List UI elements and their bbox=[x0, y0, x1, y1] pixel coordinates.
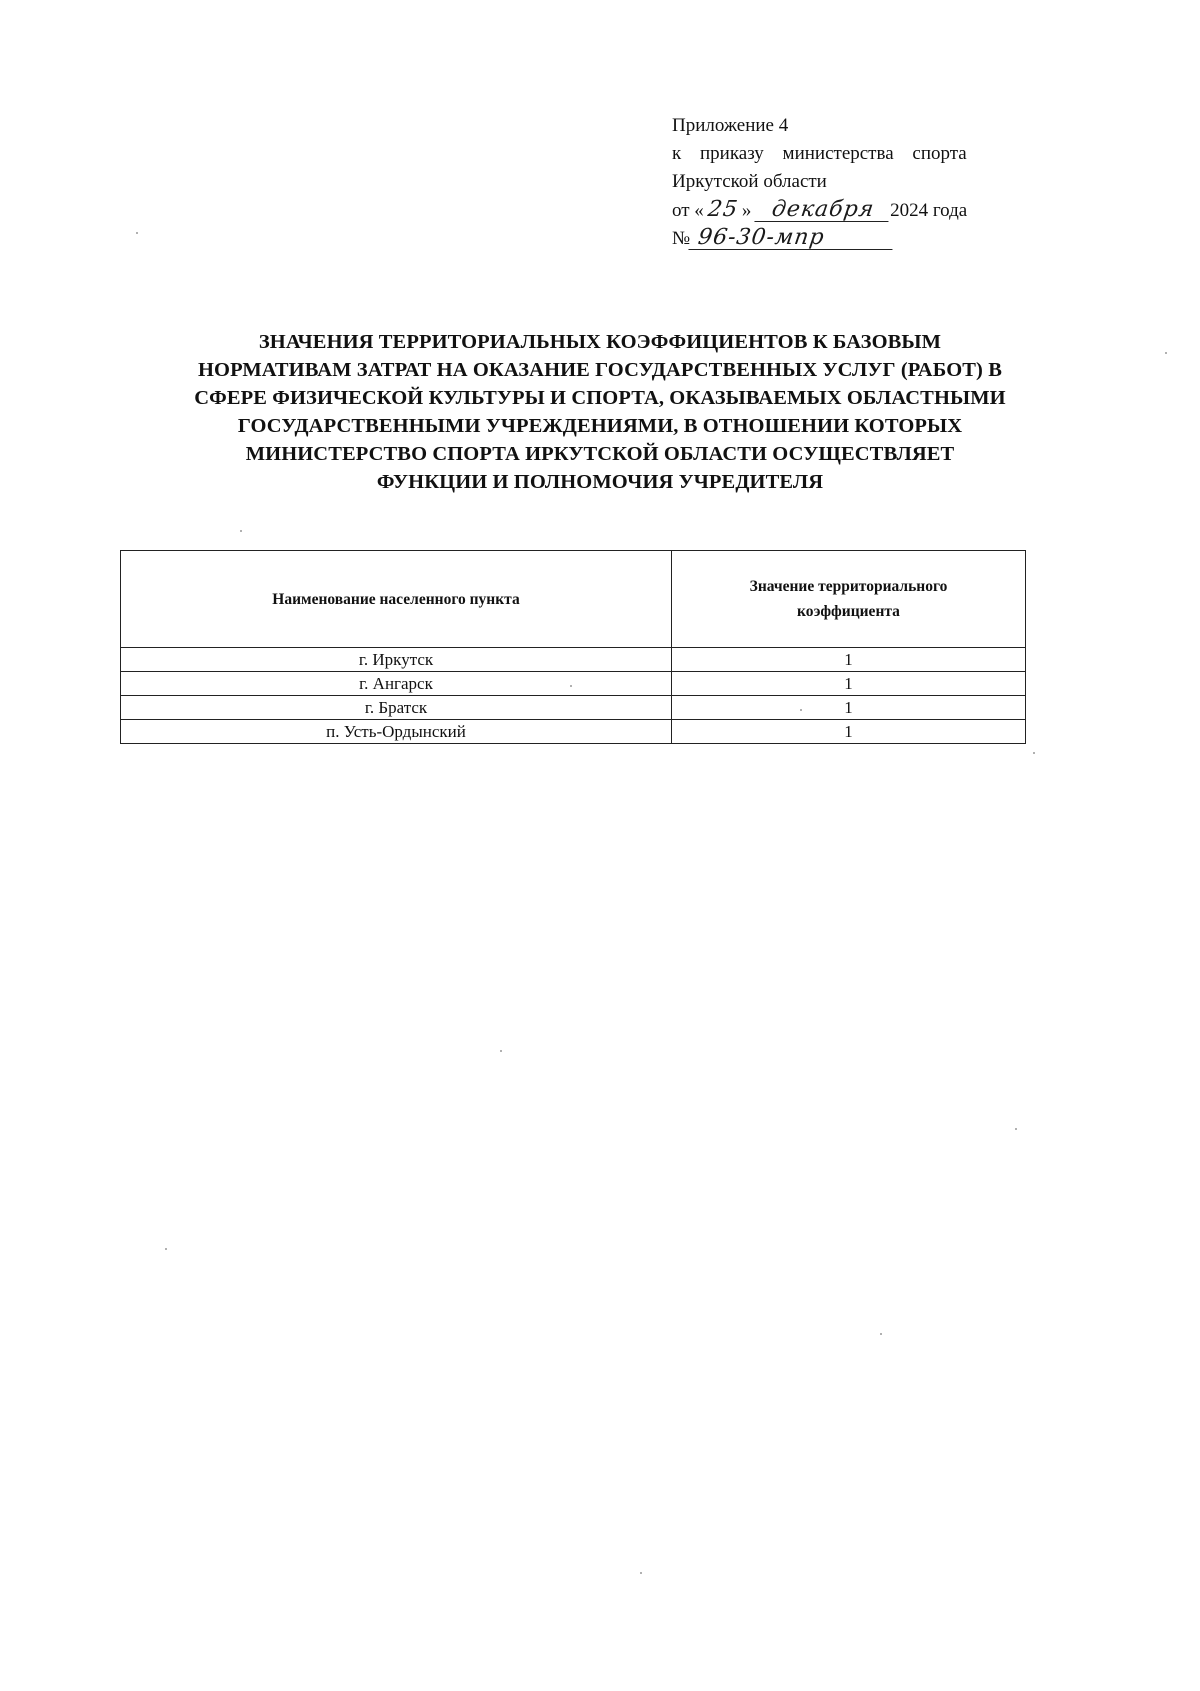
coefficients-table bbox=[120, 550, 1026, 744]
scan-speck bbox=[240, 530, 242, 532]
date-month-handwritten: декабря bbox=[754, 199, 891, 222]
scan-speck bbox=[136, 232, 138, 234]
title-line: СФЕРЕ ФИЗИЧЕСКОЙ КУЛЬТУРЫ И СПОРТА, ОКАЗЫВАЕМЫХ ОБЛАСТНЫМИ bbox=[194, 387, 1006, 409]
scan-speck bbox=[500, 1050, 502, 1052]
table-row bbox=[121, 672, 1026, 696]
scan-speck bbox=[165, 1248, 167, 1250]
scan-speck bbox=[640, 1572, 642, 1574]
scan-speck bbox=[1015, 1128, 1017, 1130]
table-header-row bbox=[121, 551, 1026, 648]
header-coefficient-line2: коэффициента bbox=[797, 603, 900, 620]
title-line: НОРМАТИВАМ ЗАТРАТ НА ОКАЗАНИЕ ГОСУДАРСТВЕННЫХ УСЛУГ (РАБОТ) В bbox=[198, 359, 1002, 381]
appendix-order-ref: к приказу министерства спорта bbox=[672, 143, 967, 164]
document-title bbox=[110, 328, 1090, 496]
scan-speck bbox=[800, 709, 802, 711]
appendix-block bbox=[672, 112, 1052, 253]
table-row bbox=[121, 648, 1026, 672]
cell-settlement-name: г. Братск bbox=[121, 696, 672, 720]
cell-settlement-name: г. Иркутск bbox=[121, 648, 672, 672]
cell-coefficient-value: 1 bbox=[672, 672, 1026, 696]
title-line: ГОСУДАРСТВЕННЫМИ УЧРЕЖДЕНИЯМИ, В ОТНОШЕНИИ КОТОРЫХ bbox=[237, 415, 963, 437]
cell-coefficient-value: 1 bbox=[672, 648, 1026, 672]
header-settlement-name: Наименование населенного пункта bbox=[121, 551, 672, 648]
cell-settlement-name: г. Ангарск bbox=[121, 672, 672, 696]
title-line: ЗНАЧЕНИЯ ТЕРРИТОРИАЛЬНЫХ КОЭФФИЦИЕНТОВ К БАЗОВЫМ bbox=[258, 331, 942, 353]
header-coefficient-value bbox=[672, 551, 1026, 648]
table-row bbox=[121, 720, 1026, 744]
number-prefix: № bbox=[672, 228, 691, 249]
appendix-number bbox=[672, 225, 1052, 253]
appendix-region: Иркутской области bbox=[672, 171, 827, 192]
cell-coefficient-value: 1 bbox=[672, 720, 1026, 744]
date-mid: » bbox=[741, 200, 752, 221]
table-row bbox=[121, 696, 1026, 720]
title-line: ФУНКЦИИ И ПОЛНОМОЧИЯ УЧРЕДИТЕЛЯ bbox=[376, 471, 824, 493]
appendix-title: Приложение 4 bbox=[672, 115, 789, 136]
date-prefix: от « bbox=[672, 200, 704, 221]
cell-coefficient-value: 1 bbox=[672, 696, 1026, 720]
scan-speck bbox=[1033, 752, 1035, 754]
number-handwritten: 96-30-мпр bbox=[689, 227, 896, 250]
scan-speck bbox=[880, 1333, 882, 1335]
title-line: МИНИСТЕРСТВО СПОРТА ИРКУТСКОЙ ОБЛАСТИ ОСУЩЕСТВЛЯЕТ bbox=[245, 443, 955, 465]
appendix-date bbox=[672, 196, 1052, 225]
scan-speck bbox=[1165, 352, 1167, 354]
date-day-handwritten: 25 bbox=[706, 197, 740, 222]
date-year: 2024 года bbox=[890, 200, 968, 221]
header-coefficient-line1: Значение территориального bbox=[749, 578, 948, 595]
cell-settlement-name: п. Усть-Ордынский bbox=[121, 720, 672, 744]
scan-speck bbox=[570, 685, 572, 687]
